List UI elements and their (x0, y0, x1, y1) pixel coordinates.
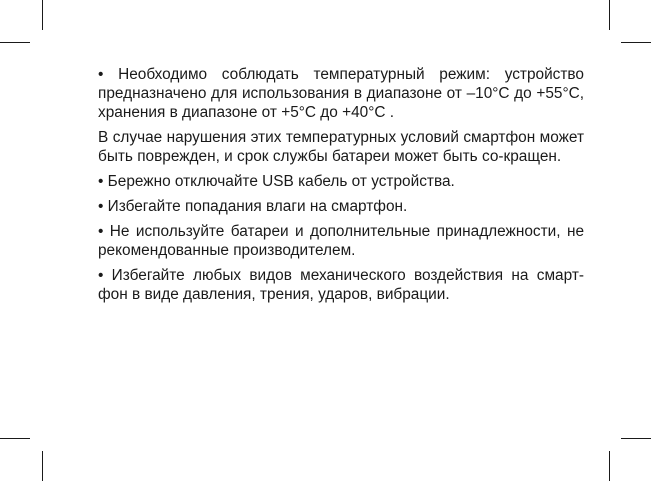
crop-mark-top-right-vertical (609, 0, 610, 30)
crop-mark-top-left-vertical (42, 0, 43, 30)
crop-mark-top-left-horizontal (0, 42, 30, 43)
paragraph-moisture: • Избегайте попадания влаги на смартфон. (98, 198, 408, 215)
paragraph-usb-cable: • Бережно отключайте USB кабель от устройства. (98, 173, 455, 190)
crop-mark-top-right-horizontal (621, 42, 651, 43)
paragraph-temperature: • Необходимо соблюдать температурный режим: устройство предназначено для использования в диапазоне от –10°C до +55°C, хранения в диапазоне от +5°C до +40°C . (98, 66, 584, 121)
page-body (98, 65, 584, 310)
crop-mark-bottom-left-horizontal (0, 438, 30, 439)
paragraph-mechanical: • Избегайте любых видов механического воздействия на смарт-фон в виде давления, трения, ударов, вибрации. (98, 267, 584, 303)
paragraph-accessories: • Не используйте батареи и дополнительные принадлежности, не рекомендованные производителем. (98, 223, 584, 259)
paragraph-temperature-warning: В случае нарушения этих температурных условий смартфон может быть поврежден, и срок службы батареи может быть со-кращен. (98, 129, 584, 165)
crop-mark-bottom-right-horizontal (621, 438, 651, 439)
crop-mark-bottom-left-vertical (42, 451, 43, 481)
crop-mark-bottom-right-vertical (609, 451, 610, 481)
